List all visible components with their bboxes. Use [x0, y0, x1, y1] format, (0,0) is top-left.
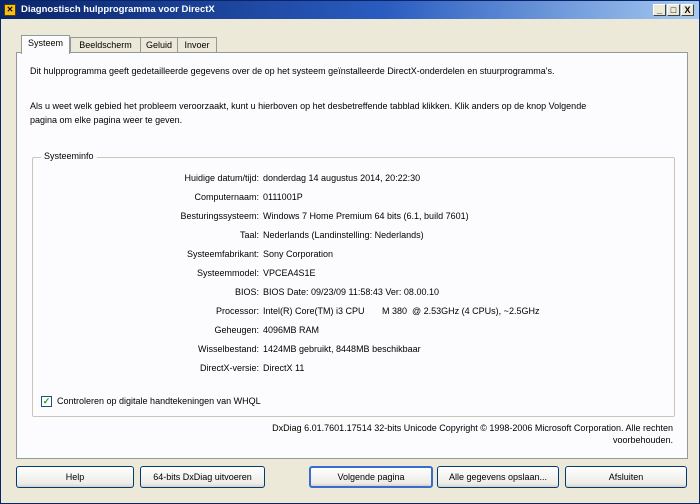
info-row-os: [33, 209, 673, 223]
info-value: Nederlands (Landinstelling: Nederlands): [263, 230, 424, 240]
checkmark-icon[interactable]: ✓: [42, 396, 51, 406]
info-label: DirectX-versie:: [199, 363, 259, 373]
copyright-line-1: DxDiag 6.01.7601.17514 32-bits Unicode Copyright © 1998-2006 Microsoft Corporation. Alle rechten: [272, 423, 673, 433]
whql-checkbox-label[interactable]: Controleren op digitale handtekeningen van WHQL: [57, 396, 261, 406]
info-label: Computernaam:: [194, 192, 259, 202]
info-row-directx: [33, 361, 673, 375]
info-value: BIOS Date: 09/23/09 11:58:43 Ver: 08.00.10: [263, 287, 439, 297]
tab-beeldscherm[interactable]: Beeldscherm: [70, 37, 141, 53]
intro-text-2: Als u weet welk gebied het probleem veroorzaakt, kunt u hierboven op het desbetreffende tabblad klikken. Klik anders op de knop Volgende: [30, 101, 587, 111]
systeeminfo-group-title: Systeeminfo: [41, 151, 97, 161]
minimize-button[interactable]: _: [653, 4, 666, 16]
intro-text-1: Dit hulpprogramma geeft gedetailleerde gegevens over de op het systeem geïnstalleerde DirectX-onderdelen en stuurprogramma's.: [30, 66, 555, 76]
directx-app-icon: ✕: [4, 4, 16, 16]
info-value: Windows 7 Home Premium 64 bits (6.1, build 7601): [263, 211, 469, 221]
tab-geluid[interactable]: Geluid: [140, 37, 178, 53]
intro-text-3: pagina om elke pagina weer te geven.: [30, 115, 183, 125]
next-page-button[interactable]: Volgende pagina: [309, 466, 433, 488]
info-row-model: [33, 266, 673, 280]
info-value: DirectX 11: [263, 363, 305, 373]
info-label: BIOS:: [234, 287, 259, 297]
info-value: 4096MB RAM: [263, 325, 320, 335]
info-label: Taal:: [239, 230, 259, 240]
info-value: 0111001P: [263, 192, 303, 202]
info-row-date: [33, 171, 673, 185]
copyright-notice: [113, 422, 673, 446]
info-label: Geheugen:: [214, 325, 259, 335]
info-label: Huidige datum/tijd:: [184, 173, 259, 183]
info-label: Processor:: [215, 306, 259, 316]
help-button[interactable]: Help: [16, 466, 134, 488]
info-row-processor: [33, 304, 673, 318]
info-value: donderdag 14 augustus 2014, 20:22:30: [263, 173, 421, 183]
info-row-language: [33, 228, 673, 242]
tab-panel-systeem: [16, 52, 688, 459]
exit-button[interactable]: Afsluiten: [565, 466, 687, 488]
window-title: Diagnostisch hulpprogramma voor DirectX: [21, 4, 215, 15]
tab-systeem[interactable]: Systeem: [21, 35, 70, 54]
info-row-computername: [33, 190, 673, 204]
copyright-line-2: voorbehouden.: [612, 435, 673, 445]
info-row-bios: [33, 285, 673, 299]
info-value: 1424MB gebruikt, 8448MB beschikbaar: [263, 344, 421, 354]
run-64bit-dxdiag-button[interactable]: 64-bits DxDiag uitvoeren: [140, 466, 265, 488]
info-row-manufacturer: [33, 247, 673, 261]
systeeminfo-group: [32, 151, 675, 417]
info-row-pagefile: [33, 342, 673, 356]
info-value: Sony Corporation: [263, 249, 334, 259]
info-value: Intel(R) Core(TM) i3 CPU M 380 @ 2.53GHz (4 CPUs), ~2.5GHz: [263, 306, 540, 316]
close-button[interactable]: X: [681, 4, 694, 16]
maximize-button[interactable]: □: [667, 4, 680, 16]
info-label: Besturingssysteem:: [180, 211, 259, 221]
title-bar[interactable]: [1, 1, 699, 19]
info-label: Systeemmodel:: [196, 268, 259, 278]
info-value: VPCEA4S1E: [263, 268, 316, 278]
info-row-memory: [33, 323, 673, 337]
tab-invoer[interactable]: Invoer: [177, 37, 217, 53]
save-all-info-button[interactable]: Alle gegevens opslaan...: [437, 466, 559, 488]
info-label: Systeemfabrikant:: [186, 249, 259, 259]
info-label: Wisselbestand:: [197, 344, 259, 354]
